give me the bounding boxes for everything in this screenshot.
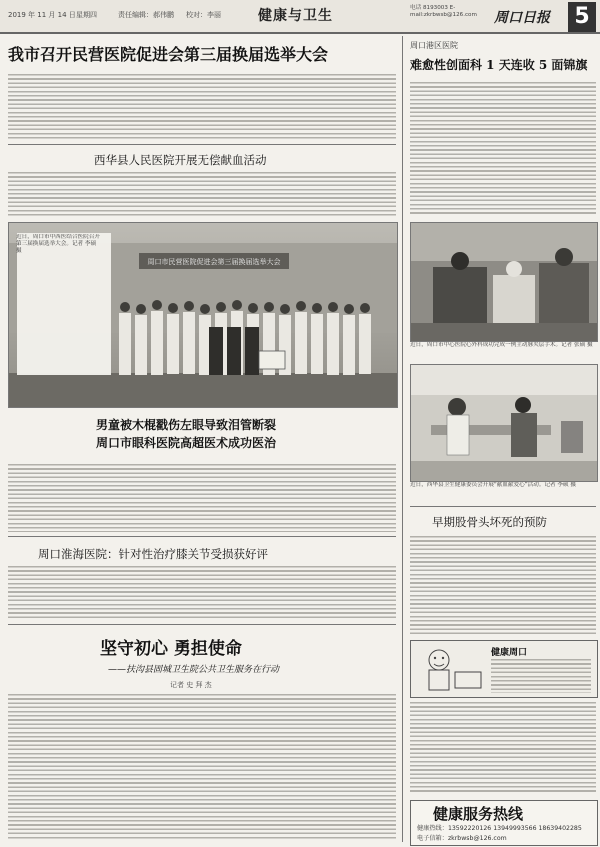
- health-ad-box: [410, 640, 598, 698]
- gangcheng-article-body: [410, 82, 596, 216]
- contact-info: 电话 8193003 E-mail:zkrbwsb@126.com: [410, 5, 477, 18]
- surgery-photo: [410, 222, 598, 342]
- huaiyang-article-body: [8, 566, 396, 620]
- divider: [8, 624, 396, 625]
- main-article-body: [8, 74, 396, 140]
- hotline-phone-value: 13592220126 13949993566 18639402285: [447, 825, 582, 832]
- xihua-headline: 西华县人民医院开展无偿献血活动: [94, 153, 267, 167]
- page-editor: 责任编辑：郝伟鹏: [118, 11, 174, 19]
- divider: [8, 144, 396, 145]
- hotline-email-value: zkrbwsb@126.com: [447, 835, 507, 842]
- xihua-article-body: [8, 172, 396, 216]
- femoral-headline: 早期股骨头坏死的预防: [432, 515, 547, 529]
- cartoon-title: 健康周口: [491, 648, 528, 658]
- huaiyang-headline: 周口淮海医院：针对性治疗膝关节受损获好评: [38, 547, 268, 561]
- divider: [410, 506, 596, 507]
- eye-headline-1: 男童被木棍戳伤左眼导致泪管断裂: [96, 418, 277, 432]
- page-checker: 校对：李丽: [186, 11, 221, 19]
- hotline-phone-label: 健康热线：: [417, 825, 448, 832]
- paper-name: 周口日报: [494, 10, 550, 26]
- femoral-article-body: [410, 536, 596, 634]
- group-photo-caption: 近日，周口市中西医结合医院召开第三届换届选举大会。记者 李硕 摄: [16, 234, 100, 254]
- column-divider: [402, 36, 403, 842]
- feature-article-body: [8, 694, 396, 840]
- gangcheng-kicker: 周口港区医院: [410, 41, 458, 50]
- hotline-box: [410, 800, 598, 846]
- blood-donation-photo: [410, 364, 598, 482]
- feature-byline: 记者 史 拜 杰: [170, 681, 212, 689]
- surgery-photo-caption: 近日，周口市中心医院心外科成功完成一例主动脉夹层手术。记者 张硕 摄: [410, 342, 593, 348]
- hotline-title: 健康服务热线: [433, 805, 524, 823]
- blood-donation-caption: 近日，西华县卫生健康委员会开展“献血献爱心”活动。记者 李硕 摄: [410, 482, 576, 488]
- hotline-email-label: 电子信箱：: [417, 835, 448, 842]
- issue-weekday: 星期四: [76, 11, 97, 19]
- issue-date: 2019 年 11 月 14 日: [8, 11, 76, 19]
- right-column-brief: [410, 702, 596, 794]
- eye-headline-2: 周口市眼科医院高超医术成功医治: [96, 436, 277, 450]
- feature-headline: 坚守初心 勇担使命: [100, 639, 242, 659]
- main-headline: 我市召开民营医院促进会第三届换届选举大会: [8, 45, 329, 64]
- eye-article-body: [8, 464, 396, 532]
- gangcheng-headline: 难愈性创面科 1 天连收 5 面锦旗: [410, 58, 588, 72]
- page-title: 健康与卫生: [258, 8, 333, 24]
- feature-subhead: ——扶沟县固城卫生院公共卫生服务在行动: [108, 665, 280, 675]
- health-ad-text: [491, 659, 591, 693]
- group-banner-text: 周口市民营医院促进会第三届换届选举大会: [147, 258, 281, 266]
- divider: [8, 536, 396, 537]
- page-number: 5: [568, 2, 596, 32]
